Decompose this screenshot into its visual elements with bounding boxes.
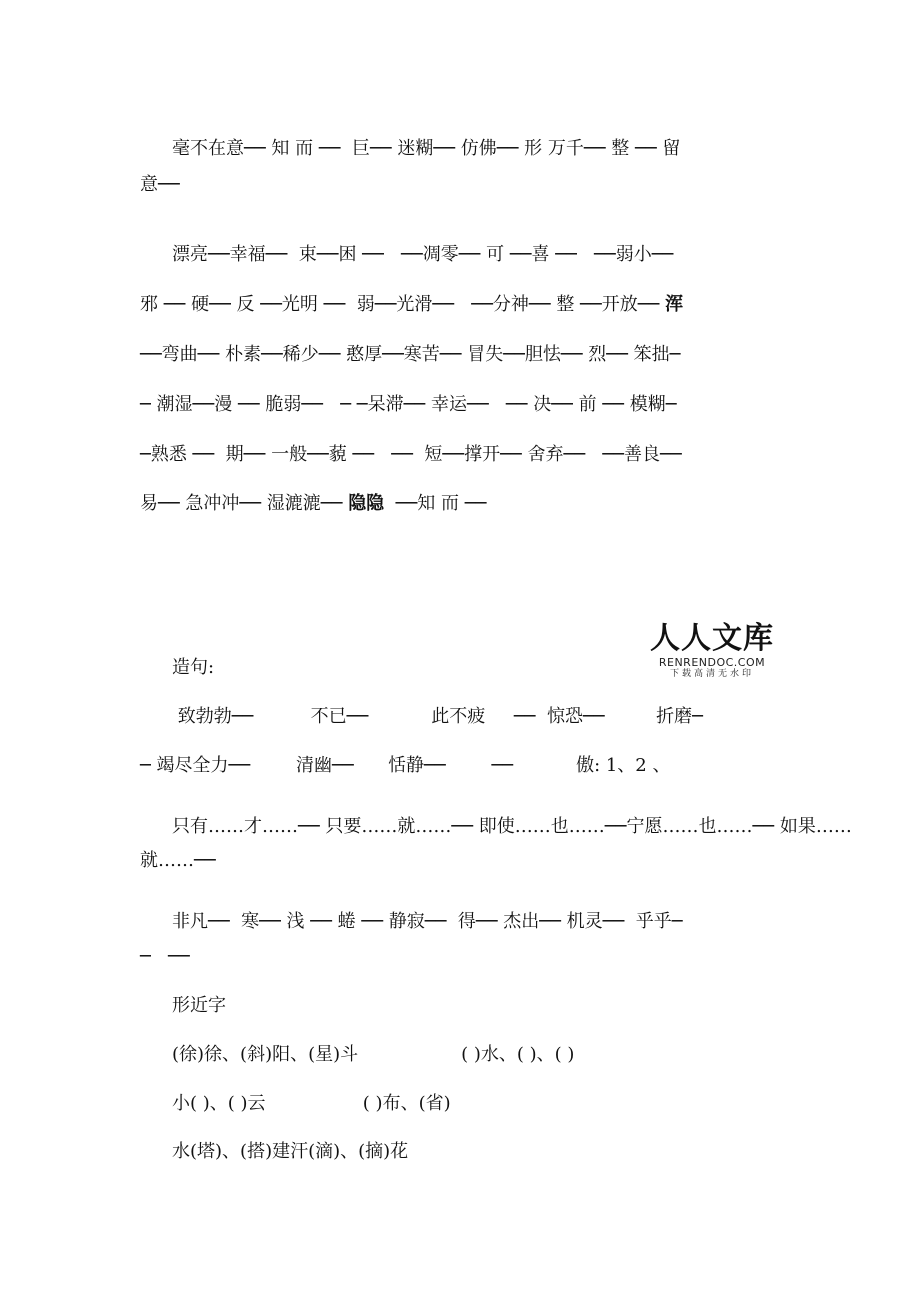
watermark-title: 人人文库 <box>650 621 774 656</box>
sentence-line-1: 致勃勃── 不已── 此不疲 ── 惊恐── 折磨─ <box>172 706 703 727</box>
antonym-text: 易── 急冲冲── 湿漉漉── <box>140 493 349 514</box>
bold-word: 隐隐 <box>348 493 385 514</box>
antonym-para2-line-3: ──弯曲── 朴素──稀少── 憨厚──寒苦── 冒失──胆怯── 烈── 笨拙─ <box>140 344 681 365</box>
section-heading-sentences: 造句: <box>172 657 215 678</box>
similar-chars-line-2: 小( )、( )云 ( )布、(省) <box>172 1093 451 1114</box>
sentence-line-6: ─ ── <box>140 946 190 967</box>
watermark-url: RENRENDOC.COM <box>658 656 766 669</box>
antonym-para2-line-2 <box>140 293 780 317</box>
antonym-line-2: 意── <box>140 174 180 195</box>
antonym-para2-line-4: ─ 潮湿──漫 ── 脆弱── ─ ─呆滞── 幸运── ── 决── 前 ── 模糊─ <box>140 394 677 415</box>
bold-char: 浑 <box>665 294 684 315</box>
similar-chars-line-3: 水(塔)、(搭)建汗(滴)、(摘)花 <box>172 1141 409 1162</box>
sentence-line-4: 就……── <box>140 850 216 871</box>
antonym-line-1: 毫不在意── 知 而 ── 巨── 迷糊── 仿佛── 形 万千── 整 ── 留 <box>172 138 681 159</box>
antonym-para2-line-1: 漂亮──幸福── 束──困 ── ──凋零── 可 ──喜 ── ──弱小── <box>172 244 674 265</box>
antonym-text: 邪 ── 硬── 反 ──光明 ── 弱──光滑── ──分神── 整 ──开放── <box>140 294 666 315</box>
antonym-para2-line-6 <box>140 492 780 516</box>
section-heading-similar-chars: 形近字 <box>172 995 226 1016</box>
similar-chars-line-1: (徐)徐、(斜)阳、(星)斗 ( )水、( )、( ) <box>172 1044 575 1065</box>
watermark-subtitle: 下载高清无水印 <box>669 669 754 679</box>
antonym-para2-line-5: ─熟悉 ── 期── 一般──藐 ── ── 短──撑开── 舍弃── ──善良── <box>140 444 682 465</box>
antonym-text-tail: ──知 而 ── <box>384 493 487 514</box>
sentence-line-3: 只有……才……── 只要……就……── 即使……也……──宁愿……也……── 如果…… <box>172 816 852 837</box>
sentence-line-2: ─ 竭尽全力── 清幽── 恬静── ── 傲: 1、2 、 <box>140 755 671 776</box>
sentence-line-5: 非凡── 寒── 浅 ── 蜷 ── 静寂── 得── 杰出── 机灵── 乎乎─ <box>172 911 683 932</box>
